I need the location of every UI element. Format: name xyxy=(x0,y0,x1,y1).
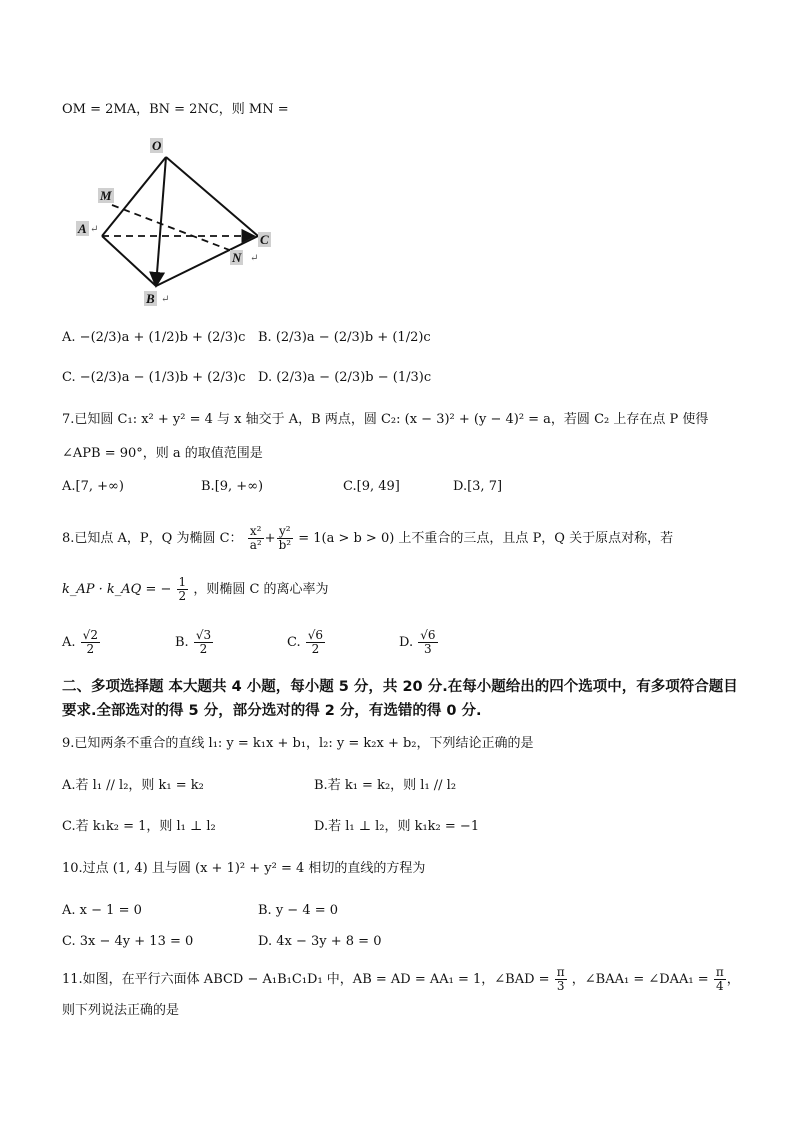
q7-option-c[interactable]: C.[9, 49] xyxy=(343,479,400,494)
label-A: A xyxy=(78,221,87,236)
q8-option-b[interactable]: B. $\frac{√3}{2}$ xyxy=(175,628,212,656)
q8-ellipse-x-term: $\frac{\text{x²}}{\text{a²}}$ xyxy=(249,524,262,552)
q10-option-d[interactable]: D. 4x − 3y + 8 = 0 xyxy=(258,934,382,949)
q8-ellipse-y-term: $\frac{\text{y²}}{\text{b²}}$ xyxy=(278,524,292,552)
q8-half: $\frac{1}{2}$ xyxy=(178,575,187,603)
q6-option-d[interactable]: D. (2/3)a − (2/3)b − (1/3)c xyxy=(258,370,432,385)
q10-option-a[interactable]: A. x − 1 = 0 xyxy=(62,903,142,918)
q10-option-b[interactable]: B. y − 4 = 0 xyxy=(258,903,339,918)
q8-option-c[interactable]: C. $\frac{√6}{2}$ xyxy=(287,628,324,656)
label-O: O xyxy=(152,138,162,153)
label-M: M xyxy=(100,188,112,203)
q9-option-d[interactable]: D.若 l₁ ⊥ l₂，则 k₁k₂ = −1 xyxy=(314,819,480,834)
label-B: B xyxy=(146,291,155,306)
q6-option-b[interactable]: B. (2/3)a − (2/3)b + (1/2)c xyxy=(258,330,431,345)
q9-option-c[interactable]: C.若 k₁k₂ = 1，则 l₁ ⊥ l₂ xyxy=(62,819,216,834)
q7-option-d[interactable]: D.[3, 7] xyxy=(453,479,503,494)
q8-stem-line2: k_AP · k_AQ = − $\frac{1}{2}$ ，则椭圆 C 的离心率为 xyxy=(62,575,329,603)
q11-pi-over-3: $\frac{\pi}{3}$ xyxy=(556,965,565,993)
q7-option-b[interactable]: B.[9, +∞) xyxy=(201,479,264,494)
return-mark-icon: ↵ xyxy=(250,253,259,264)
edge-AB xyxy=(102,236,156,286)
q7-stem-line2: ∠APB = 90°，则 a 的取值范围是 xyxy=(62,446,263,461)
q11-pi-over-4: $\frac{\pi}{4}$ xyxy=(715,965,724,993)
q10-stem: 10.过点 (1, 4) 且与圆 (x + 1)² + y² = 4 相切的直线的方程为 xyxy=(62,861,426,876)
label-C: C xyxy=(260,232,269,247)
q8-stem-line1: 8.已知点 A，P，Q 为椭圆 C： $\frac{\text{x²}}{\text{a²}}$ + $\frac{\text{y²}}{\text{b²}}$ = 1(a > b > 0) 上不重合的三点，且点 P，Q 关于原点对称，若 xyxy=(62,524,674,552)
q8-option-d[interactable]: D. $\frac{√6}{3}$ xyxy=(399,628,436,656)
q7-option-a[interactable]: A.[7, +∞) xyxy=(62,479,124,494)
q6-condition: OM = 2MA，BN = 2NC，则 MN = xyxy=(62,102,289,117)
section-2-heading: 二、多项选择题 本大题共 4 小题，每小题 5 分，共 20 分.在每小题给出的四个选项中，有多项符合题目要求.全部选对的得 5 分，部分选对的得 2 分，有选错的得 0 分. xyxy=(62,679,738,719)
q9-stem: 9.已知两条不重合的直线 l₁: y = k₁x + b₁，l₂: y = k₂x + b₂，下列结论正确的是 xyxy=(62,736,534,751)
q10-option-c[interactable]: C. 3x − 4y + 13 = 0 xyxy=(62,934,194,949)
edge-OC xyxy=(166,157,258,236)
q6-option-c[interactable]: C. −(2/3)a − (1/3)b + (2/3)c xyxy=(62,370,246,385)
q9-option-a[interactable]: A.若 l₁ // l₂，则 k₁ = k₂ xyxy=(62,778,204,793)
q8-option-a[interactable]: A. $\frac{√2}{2}$ xyxy=(62,628,98,656)
q11-stem-line2: 则下列说法正确的是 xyxy=(62,1003,180,1018)
segment-MN-dashed xyxy=(112,205,232,251)
q11-stem-line1: 11.如图，在平行六面体 ABCD − A₁B₁C₁D₁ 中，AB = AD = AA₁ = 1，∠BAD = $\frac{\pi}{3}$ ，∠BAA₁ = ∠DAA₁ = $\frac{\pi}{4}$ ， xyxy=(62,965,740,993)
q7-stem-line1: 7.已知圆 C₁: x² + y² = 4 与 x 轴交于 A，B 两点，圆 C₂: (x − 3)² + (y − 4)² = a，若圆 C₂ 上存在点 P 使得 xyxy=(62,412,709,427)
return-mark-icon: ↵ xyxy=(161,294,170,305)
label-N: N xyxy=(232,250,242,265)
return-mark-icon: ↵ xyxy=(90,224,99,235)
q9-option-b[interactable]: B.若 k₁ = k₂，则 l₁ // l₂ xyxy=(314,778,457,793)
q6-option-a[interactable]: A. −(2/3)a + (1/2)b + (2/3)c xyxy=(62,330,246,345)
